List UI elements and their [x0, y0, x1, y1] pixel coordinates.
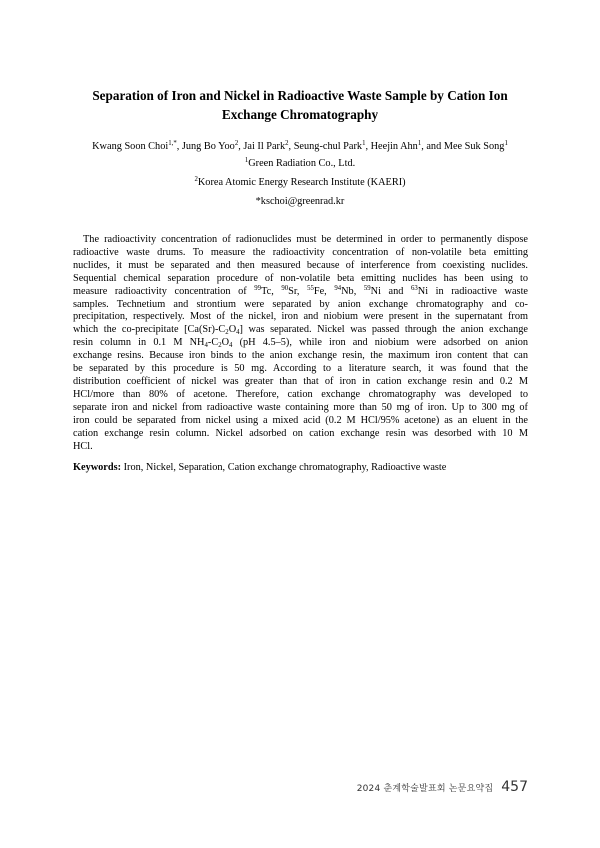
affiliation-text: Korea Atomic Energy Research Institute (KAERI) — [197, 177, 406, 188]
author-separator: , — [238, 141, 244, 152]
mass-number: 59 — [363, 284, 371, 292]
nuclide-symbol: Nb, — [341, 285, 364, 297]
author-name: Jung Bo Yoo — [181, 141, 235, 152]
affiliation-sup: 1 — [244, 157, 249, 164]
nuclide-symbol: Ni and — [370, 285, 411, 297]
subscript: 2 — [218, 342, 222, 350]
text-run: which the co-precipitate [Ca(Sr)-C — [73, 324, 226, 336]
author-affil-sup: 2 — [285, 140, 289, 147]
abstract-line: exchange resins. Because iron binds to the anion exchange resin, the maximum iron content that can — [73, 350, 528, 362]
author-affil-sup: 2 — [234, 140, 239, 147]
abstract-line: precipitation, respectively. Most of the nickel, iron and niobium were present in the supernatant from — [73, 311, 528, 323]
text-run: -C — [207, 337, 219, 349]
mass-number: 90 — [281, 284, 289, 292]
mass-number: 55 — [307, 284, 314, 292]
keywords-label: Keywords: — [73, 462, 122, 473]
text-run: ] was separated. Nickel was passed through the anion exchange — [239, 324, 528, 336]
author-name: Kwang Soon Choi — [92, 141, 169, 152]
author-affil-sup: 1 — [504, 140, 508, 147]
text-run: O — [228, 324, 237, 336]
author-name: Mee Suk Song — [443, 141, 505, 152]
affiliation-sup: 2 — [194, 176, 198, 183]
title-line-2: Exchange Chromatography — [221, 107, 379, 122]
abstract-line: The radioactivity concentration of radionuclides must be determined in order to permanently dispose — [83, 234, 528, 245]
abstract-line: HCl/more than 80% of acetone. Therefore, cation exchange chromatography was developed to — [73, 388, 528, 400]
author-list — [40, 140, 560, 154]
author-name: Heejin Ahn — [370, 141, 418, 152]
subscript: 4 — [229, 342, 233, 350]
author-separator: , — [288, 141, 294, 152]
author-affil-sup: 1 — [417, 140, 422, 147]
keywords-text: Iron, Nickel, Separation, Cation exchange chromatography, Radioactive waste — [121, 462, 447, 473]
author-separator: , and — [421, 141, 444, 152]
subscript: 4 — [204, 342, 208, 350]
subscript: 2 — [225, 329, 229, 337]
abstract-line — [73, 324, 528, 337]
text-run: (pH 4.5–5), while iron and niobium were adsorbed on anion — [232, 337, 528, 349]
keywords — [73, 461, 528, 474]
corresponding-email: *kschoi@greenrad.kr — [255, 196, 345, 207]
author-separator: , — [365, 141, 371, 152]
author-affil-sup: 1,* — [168, 140, 177, 147]
text-run: resin column in 0.1 M NH — [73, 337, 205, 349]
abstract-line — [73, 337, 528, 350]
abstract-line — [73, 286, 528, 299]
mass-number: 63 — [410, 284, 418, 292]
nuclide-symbol: Ni in radioactive waste — [417, 285, 528, 297]
abstract-line: distribution coefficient of nickel was greater than that of iron in cation exchange resin and 0.2 M — [73, 375, 528, 387]
author-affil-sup: 1 — [362, 140, 366, 147]
page-number: 457 — [501, 779, 528, 795]
abstract-line: iron could be separated from nickel using a mixed acid (0.2 M HCl/95% acetone) as an eluent in the — [73, 414, 528, 426]
nuclide-symbol: Tc, — [261, 285, 282, 297]
abstract-body — [73, 234, 528, 453]
affiliation-1 — [40, 157, 560, 171]
abstract-line: radioactive waste drums. To measure the radioactivity concentration of non-volatile beta emitting — [73, 246, 528, 258]
page-footer — [357, 779, 528, 795]
affiliation-2 — [40, 176, 560, 190]
proceedings-name: 2024 춘계학술발표회 논문요약집 — [356, 784, 494, 794]
abstract-line: samples. Technetium and strontium were separated by anion exchange chromatography and co- — [73, 298, 528, 310]
text-run: O — [221, 337, 230, 349]
text-run: measure radioactivity concentration of — [73, 285, 255, 297]
title-line-1: Separation of Iron and Nickel in Radioactive Waste Sample by Cation Ion — [92, 88, 508, 103]
author-separator: , — [176, 141, 182, 152]
nuclide-symbol: Fe, — [313, 285, 335, 297]
abstract-line: nuclides, it must be separated and then measured because of interference from coexisting nuclides. — [73, 259, 528, 271]
paper-title — [60, 86, 540, 124]
mass-number: 99 — [254, 284, 262, 292]
author-name: Seung-chul Park — [293, 141, 363, 152]
abstract-line: separate iron and nickel from radioactive waste containing more than 50 mg of iron. Up to 300 mg of — [73, 401, 528, 413]
nuclide-symbol: Sr, — [288, 285, 308, 297]
abstract-line: cation exchange resin column. Nickel adsorbed on cation exchange resin was desorbed with 10 M — [73, 427, 528, 439]
affiliation-text: Green Radiation Co., Ltd. — [248, 158, 356, 169]
abstract-line: Sequential chemical separation procedure of non-volatile beta emitting nuclides has been using to — [73, 272, 528, 284]
author-name: Jai Il Park — [243, 141, 286, 152]
mass-number: 94 — [334, 284, 342, 292]
subscript: 4 — [236, 329, 240, 337]
abstract-line: be separated by this procedure is 50 mg. According to a literature search, it was found that the — [73, 363, 528, 375]
abstract-line: HCl. — [73, 440, 93, 452]
